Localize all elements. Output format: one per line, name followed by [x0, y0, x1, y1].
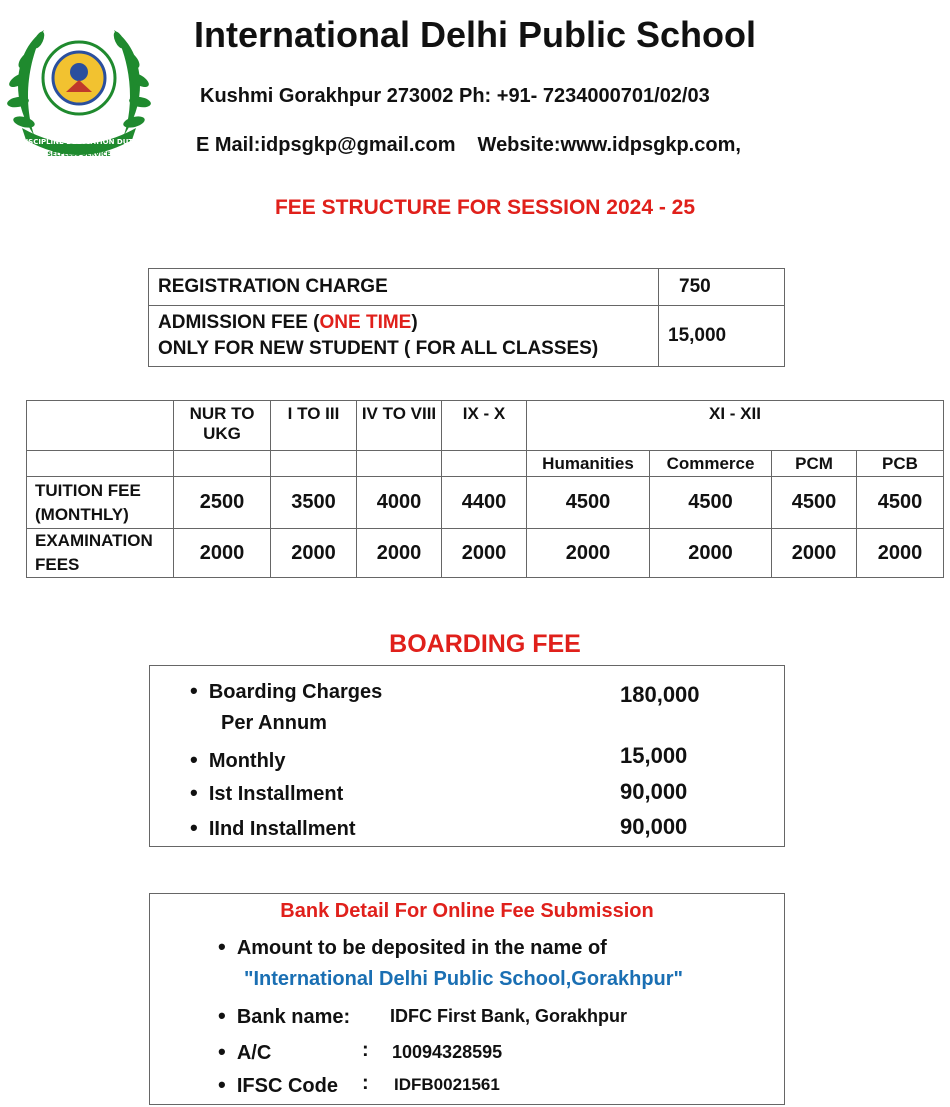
stream-header: Commerce — [650, 451, 772, 477]
boarding-amount: 15,000 — [620, 743, 688, 768]
ac-value: 10094328595 — [392, 1042, 503, 1062]
admission-label: ADMISSION FEE (ONE TIME) ONLY FOR NEW STUDENT ( FOR ALL CLASSES) — [149, 306, 659, 367]
fee-cell: 2000 — [271, 529, 357, 578]
fee-cell: 2000 — [650, 529, 772, 578]
one-time-highlight: ONE TIME — [319, 312, 412, 333]
school-emblem-laurel-icon — [4, 10, 154, 160]
fee-cell: 4500 — [650, 477, 772, 529]
website-text: Website:www.idpsgkp.com, — [477, 134, 741, 156]
tuition-fee-table — [26, 400, 944, 578]
boarding-item-sub: Per Annum — [221, 712, 327, 734]
examination-row — [27, 529, 944, 578]
ac-label: • A/C — [218, 1039, 272, 1064]
fee-cell: 4000 — [357, 477, 442, 529]
stream-header: PCB — [857, 451, 944, 477]
boarding-item: • Monthly — [190, 747, 286, 772]
boarding-fee-title: BOARDING FEE — [389, 630, 581, 658]
stream-header: Humanities — [527, 451, 650, 477]
class-header: NUR TO UKG — [174, 401, 271, 451]
fee-cell: 2000 — [357, 529, 442, 578]
boarding-item: • Ist Installment — [190, 780, 344, 805]
boarding-amount: 180,000 — [620, 682, 700, 707]
header-blank — [27, 401, 174, 451]
fee-cell: 4400 — [442, 477, 527, 529]
fee-cell: 3500 — [271, 477, 357, 529]
row-label: TUITION FEE (MONTHLY) — [27, 477, 174, 529]
row-label: EXAMINATION FEES — [27, 529, 174, 578]
ifsc-value: IDFB0021561 — [394, 1075, 500, 1094]
bank-name-value: IDFC First Bank, Gorakhpur — [390, 1006, 628, 1026]
deposit-label: • Amount to be deposited in the name of — [218, 934, 607, 959]
ifsc-label: • IFSC Code — [218, 1072, 338, 1097]
fee-cell: 4500 — [527, 477, 650, 529]
class-header: IV TO VIII — [357, 401, 442, 451]
fee-cell: 2500 — [174, 477, 271, 529]
fee-cell: 2000 — [174, 529, 271, 578]
session-title: FEE STRUCTURE FOR SESSION 2024 - 25 — [274, 196, 696, 219]
fee-cell: 4500 — [772, 477, 857, 529]
address-line: Kushmi Gorakhpur 273002 Ph: +91- 7234000701/02/03 — [200, 85, 710, 107]
contact-line — [196, 134, 741, 157]
deposit-name: "International Delhi Public School,Gorakhpur" — [244, 968, 684, 990]
admission-row — [149, 306, 785, 367]
boarding-item: • Boarding Charges — [190, 678, 383, 703]
boarding-item: • IInd Installment — [190, 815, 356, 840]
boarding-fee-box — [149, 665, 785, 847]
fee-cell: 2000 — [527, 529, 650, 578]
fee-cell: 2000 — [857, 529, 944, 578]
fee-cell: 2000 — [772, 529, 857, 578]
email-text: E Mail:idpsgkp@gmail.com — [196, 134, 456, 156]
bank-detail-box — [149, 893, 785, 1105]
fee-cell: 4500 — [857, 477, 944, 529]
class-header-row — [27, 401, 944, 451]
stream-header-row — [27, 451, 944, 477]
one-time-fee-table — [148, 268, 785, 367]
boarding-amount: 90,000 — [620, 814, 688, 839]
svg-text:DISCIPLINE DEDICATION DUTY: DISCIPLINE DEDICATION DUTY — [19, 138, 139, 146]
ac-colon: : — [362, 1039, 369, 1061]
registration-label: REGISTRATION CHARGE — [149, 269, 659, 306]
class-header: IX - X — [442, 401, 527, 451]
bank-name-label: • Bank name: — [218, 1003, 351, 1028]
boarding-amount: 90,000 — [620, 779, 688, 804]
tuition-row — [27, 477, 944, 529]
senior-class-header: XI - XII — [527, 401, 944, 451]
admission-value: 15,000 — [659, 306, 785, 367]
fee-cell: 2000 — [442, 529, 527, 578]
svg-text:SELFLESS SERVICE: SELFLESS SERVICE — [47, 151, 111, 158]
school-name: International Delhi Public School — [193, 14, 757, 55]
bank-detail-title: Bank Detail For Online Fee Submission — [280, 900, 654, 922]
stream-header: PCM — [772, 451, 857, 477]
class-header: I TO III — [271, 401, 357, 451]
ifsc-colon: : — [362, 1072, 369, 1094]
registration-value: 750 — [659, 269, 785, 306]
registration-row — [149, 269, 785, 306]
